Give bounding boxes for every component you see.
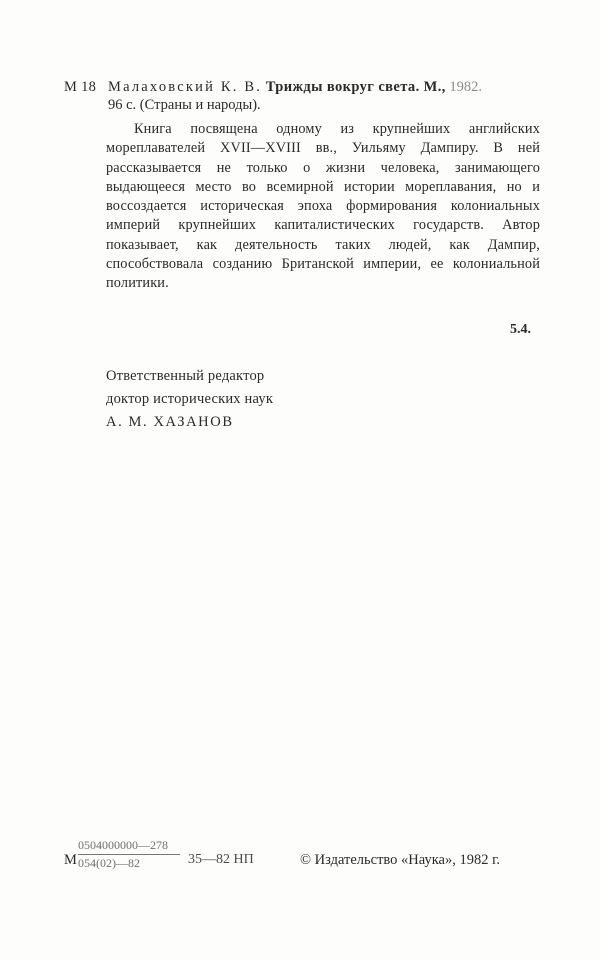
classification-index: 5.4. bbox=[510, 322, 531, 337]
publication-year: 1982. bbox=[449, 79, 483, 95]
imprint-prefix: М bbox=[64, 852, 77, 868]
book-title: Трижды вокруг света. М., bbox=[265, 79, 446, 95]
editor-role: Ответственный редактор bbox=[106, 368, 265, 384]
catalog-code: М 18 bbox=[64, 79, 97, 95]
imprint-code: 35—82 НП bbox=[188, 852, 254, 867]
bibliographic-line bbox=[108, 79, 538, 96]
imprint-numerator: 0504000000—278 bbox=[78, 838, 180, 855]
pages-and-series: 96 с. (Страны и народы). bbox=[108, 97, 261, 113]
editor-degree: доктор исторических наук bbox=[106, 391, 274, 407]
imprint-fraction bbox=[78, 838, 180, 871]
author-name: Малаховский К. В. bbox=[108, 79, 263, 95]
copyright-notice: © Издательство «Наука», 1982 г. bbox=[300, 852, 501, 868]
imprint-denominator: 054(02)—82 bbox=[78, 856, 140, 870]
book-annotation: Книга посвящена одному из крупнейших английских мореплавателей XVII—XVIII вв., Уильяму Дампиру. В ней рассказывается не только о жизни человека, занимающего выдающееся место во всемирной истории мореплавания, но и воссоздается историческая эпоха формирования колониальных империй крупнейших капиталистических государств. Автор показывает, как деятельность таких людей, как Дампир, способствовала созданию Британской империи, ее колониальной политики. bbox=[106, 121, 540, 292]
editor-name: А. М. ХАЗАНОВ bbox=[106, 414, 234, 430]
